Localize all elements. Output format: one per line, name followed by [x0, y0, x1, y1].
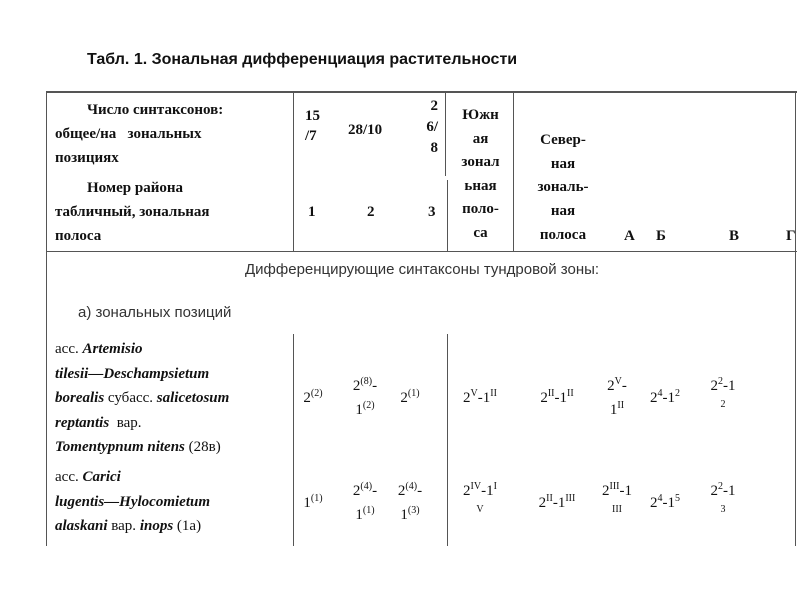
- superscript: II: [567, 388, 574, 399]
- zone-text: Южн: [462, 107, 499, 123]
- table-border-top: [46, 91, 797, 93]
- zone-text: ная: [550, 203, 576, 220]
- superscript: (1): [310, 493, 323, 504]
- text-segment: 2: [538, 495, 547, 511]
- text-segment: вар.: [107, 518, 140, 534]
- text-segment: Artemisio: [82, 341, 143, 357]
- zone-text: зонал: [461, 154, 500, 171]
- text-segment: асс.: [55, 341, 83, 357]
- table-title: Табл. 1. Зональная дифференциация растительности: [87, 51, 518, 68]
- text-segment: -1: [481, 483, 494, 499]
- value-line: [463, 386, 497, 410]
- header-label-line: общее/на зональных: [55, 126, 202, 142]
- value-cell: [398, 479, 422, 527]
- header-divider: [46, 251, 797, 252]
- text-segment: вар.: [109, 414, 142, 431]
- text-segment: alaskani: [55, 518, 108, 534]
- text-segment: salicetosum: [156, 390, 230, 406]
- text-segment: -1: [477, 390, 491, 406]
- text-segment: III: [612, 504, 622, 515]
- value-cell: [353, 374, 377, 422]
- count-text: /7: [305, 128, 317, 144]
- superscript: IV: [470, 481, 482, 492]
- text-segment: 2: [710, 483, 718, 499]
- district-number-3: 3: [428, 204, 436, 220]
- text-segment: -: [372, 378, 378, 394]
- text-segment: 2: [397, 483, 406, 499]
- text-segment: Carici: [82, 469, 121, 485]
- text-segment: -1: [554, 390, 567, 406]
- value-cell: [711, 479, 736, 517]
- text-segment: 1: [303, 495, 311, 511]
- value-cell: [602, 479, 632, 517]
- value-line: [650, 491, 680, 515]
- text-segment: lugentis—Hylocomietum: [55, 493, 211, 510]
- section-heading: Дифференцирующие синтаксоны тундровой зоны:: [245, 261, 600, 278]
- header-north-zone: [525, 129, 601, 248]
- value-line: [711, 503, 736, 517]
- column-divider: [447, 334, 448, 546]
- value-line: [711, 479, 736, 503]
- value-cell: [303, 491, 322, 515]
- text-segment: 1: [400, 507, 408, 523]
- value-line: [303, 491, 322, 515]
- subzone-b: Б: [656, 228, 666, 244]
- value-cell: [353, 479, 377, 527]
- value-line: [303, 386, 322, 410]
- syntaxon-name-line: [55, 514, 293, 539]
- value-cell: [400, 386, 419, 410]
- value-line: [400, 386, 419, 410]
- text-segment: inops: [139, 518, 174, 534]
- section-subheading: а) зональных позиций: [78, 304, 232, 321]
- header-label-line: позициях: [55, 150, 119, 166]
- value-line: [607, 374, 627, 398]
- value-line: [602, 503, 632, 517]
- subzone-v: В: [729, 228, 740, 244]
- superscript: 2: [675, 388, 680, 399]
- header-south-zone: [448, 104, 513, 246]
- syntaxon-name-line: [55, 465, 293, 490]
- superscript: II: [490, 388, 497, 399]
- superscript: (8): [360, 376, 373, 387]
- text-segment: -1: [662, 495, 675, 511]
- superscript: 4: [657, 493, 663, 504]
- text-segment: 2: [540, 390, 548, 406]
- value-line: [398, 503, 422, 527]
- syntaxon-name-line: [55, 435, 293, 460]
- header-label-line: Номер района: [87, 180, 183, 196]
- superscript: (1): [407, 388, 420, 399]
- superscript: II: [547, 388, 555, 399]
- header-district-label: [55, 176, 290, 248]
- superscript: III: [565, 493, 576, 504]
- superscript: II: [546, 493, 553, 504]
- superscript: (2): [310, 388, 323, 399]
- text-segment: Tomentypnum nitens: [55, 439, 185, 455]
- value-line: [353, 479, 377, 503]
- syntaxon-name-line: [55, 386, 293, 411]
- value-line: [463, 479, 497, 503]
- table-border-left: [46, 91, 47, 546]
- text-segment: субасс.: [104, 390, 157, 406]
- value-line: [602, 479, 632, 503]
- text-segment: borealis: [55, 390, 105, 406]
- text-segment: асс.: [55, 469, 83, 485]
- zone-text: зональ-: [537, 179, 589, 196]
- superscript: 2: [718, 376, 723, 387]
- column-divider: [293, 92, 294, 252]
- count-text: 2: [430, 98, 438, 114]
- value-line: [398, 479, 422, 503]
- text-segment: 1: [609, 402, 618, 418]
- value-cell: [540, 386, 573, 410]
- text-segment: -1: [723, 483, 736, 499]
- text-segment: -: [372, 483, 378, 499]
- text-segment: -1: [662, 390, 675, 406]
- text-segment: 2: [602, 483, 610, 499]
- header-label-line: табличный, зональная: [55, 204, 210, 220]
- value-line: [539, 491, 576, 515]
- text-segment: 2: [303, 390, 311, 406]
- text-segment: 2: [650, 495, 658, 511]
- text-segment: reptantis: [55, 414, 110, 431]
- text-segment: 2: [463, 483, 471, 499]
- superscript: 4: [657, 388, 663, 399]
- text-segment: -: [417, 483, 423, 499]
- header-label-line: Число синтаксонов:: [87, 102, 224, 118]
- value-line: [353, 374, 377, 398]
- text-segment: -: [621, 378, 627, 394]
- value-line: [711, 374, 736, 398]
- value-line: [353, 503, 377, 527]
- superscript: I: [493, 481, 497, 492]
- value-cell: [711, 374, 736, 412]
- syntaxon-name-line: [55, 362, 293, 387]
- text-segment: 2: [352, 483, 361, 499]
- count-text: 8: [430, 140, 438, 156]
- text-segment: -1: [552, 495, 566, 511]
- zone-text: ная: [550, 155, 576, 172]
- syntaxon-name: [55, 465, 293, 539]
- text-segment: 1: [355, 507, 363, 523]
- value-line: [353, 398, 377, 422]
- zone-text: Север-: [540, 132, 586, 148]
- zone-text: полоса: [539, 226, 587, 243]
- zone-text: ая: [472, 130, 489, 147]
- text-segment: 1: [355, 402, 363, 418]
- count-col2: 28/10: [348, 122, 383, 138]
- superscript: (1): [362, 505, 375, 516]
- zone-text: са: [473, 224, 488, 241]
- text-segment: 2: [463, 390, 471, 406]
- superscript: 2: [718, 481, 723, 492]
- superscript: (4): [360, 481, 373, 492]
- text-segment: 2: [650, 390, 658, 406]
- superscript: 5: [675, 493, 680, 504]
- text-segment: tilesii—Deschampsietum: [55, 365, 210, 382]
- text-segment: 2: [720, 399, 726, 410]
- syntaxon-name-line: [55, 337, 293, 362]
- value-cell: [539, 491, 576, 515]
- header-label-line: полоса: [55, 228, 102, 244]
- value-cell: [463, 479, 497, 517]
- subzone-g: Г: [786, 228, 796, 244]
- text-segment: -1: [723, 378, 736, 394]
- text-segment: -1: [619, 483, 632, 499]
- zone-text: ьная: [464, 177, 497, 194]
- text-segment: 3: [720, 504, 726, 515]
- count-text: 15: [305, 108, 320, 124]
- superscript: III: [609, 481, 620, 492]
- count-text: 6/: [426, 119, 438, 135]
- column-divider: [513, 92, 514, 252]
- count-col1: [305, 106, 320, 146]
- value-cell: [650, 386, 680, 410]
- subzone-a: А: [624, 228, 635, 244]
- zone-text: поло-: [462, 201, 499, 218]
- text-segment: 2: [352, 378, 361, 394]
- district-number-1: 1: [308, 204, 316, 220]
- text-segment: (28в): [184, 439, 221, 455]
- text-segment: 2: [710, 378, 718, 394]
- text-segment: (1а): [173, 518, 202, 534]
- superscript: V: [470, 388, 478, 399]
- text-segment: 2: [607, 378, 615, 394]
- value-line: [607, 398, 627, 422]
- syntaxon-name: [55, 337, 293, 460]
- value-cell: [463, 386, 497, 410]
- superscript: (4): [405, 481, 418, 492]
- district-number-2: 2: [367, 204, 375, 220]
- value-line: [540, 386, 573, 410]
- column-divider: [445, 92, 446, 176]
- column-divider: [293, 334, 294, 546]
- value-line: [650, 386, 680, 410]
- value-line: [463, 503, 497, 517]
- text-segment: 2: [400, 390, 408, 406]
- value-cell: [650, 491, 680, 515]
- table-border-right: [795, 91, 796, 546]
- text-segment: V: [476, 504, 484, 515]
- superscript: (3): [407, 505, 420, 516]
- value-line: [711, 398, 736, 412]
- value-cell: [303, 386, 322, 410]
- superscript: (2): [362, 400, 375, 411]
- syntaxon-name-line: [55, 411, 293, 436]
- header-syntaxa-count-label: [55, 98, 290, 170]
- superscript: V: [614, 376, 622, 387]
- syntaxon-name-line: [55, 490, 293, 515]
- value-cell: [607, 374, 627, 422]
- count-col3: [420, 96, 438, 159]
- superscript: II: [617, 400, 625, 411]
